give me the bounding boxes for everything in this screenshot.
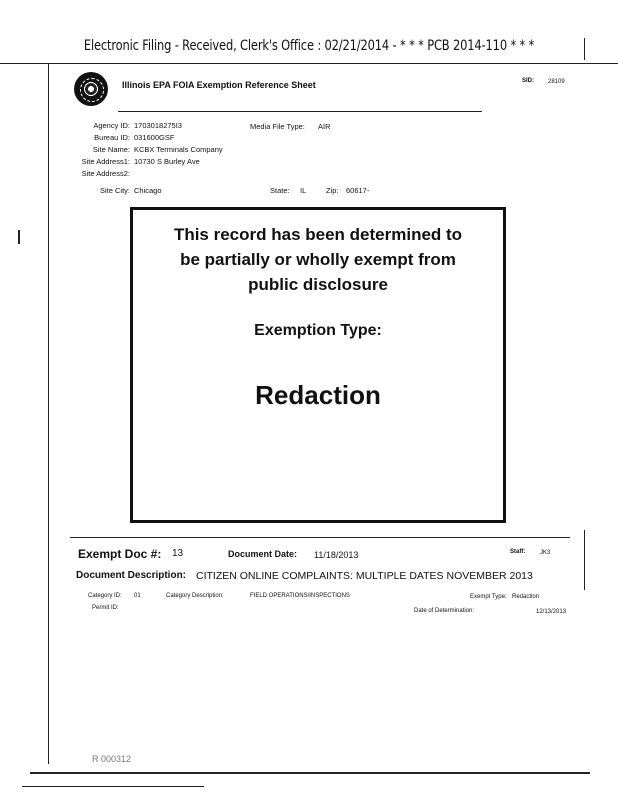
zip-value: 60617- xyxy=(346,186,370,195)
media-type-value: AIR xyxy=(318,122,331,131)
filing-stamp: Electronic Filing - Received, Clerk's Office : 02/21/2014 - * * * PCB 2014-110 * * * xyxy=(83,38,535,54)
exemption-message xyxy=(133,222,503,297)
bureau-id-value: 031600GSF xyxy=(134,133,175,142)
agency-id-value: 1703018275I3 xyxy=(134,121,182,130)
site-name-label: Site Name: xyxy=(92,145,130,154)
bates-number: R 000312 xyxy=(92,754,132,764)
exemption-message-line1: This record has been determined to xyxy=(173,225,463,244)
determination-date-value: 12/13/2013 xyxy=(536,609,567,615)
exempt-doc-label: Exempt Doc #: xyxy=(78,547,162,561)
left-margin-line xyxy=(48,64,49,764)
state-label: State: xyxy=(270,186,290,195)
site-address1-value: 10730 S Burley Ave xyxy=(134,157,200,166)
top-divider xyxy=(0,63,618,64)
exemption-message-line2: be partially or wholly exempt from xyxy=(180,250,456,269)
header-rule xyxy=(118,111,482,112)
document-description-value: CITIZEN ONLINE COMPLAINTS: MULTIPLE DATES NOVEMBER 2013 xyxy=(196,570,533,582)
exemption-message-line3: public disclosure xyxy=(248,275,388,294)
exemption-notice-box xyxy=(130,207,506,523)
sheet-title: Illinois EPA FOIA Exemption Reference Sheet xyxy=(122,80,316,90)
exempt-type-label: Exempt Type: xyxy=(470,594,507,600)
bottom-short-rule xyxy=(22,786,204,787)
category-id-value: 01 xyxy=(134,593,141,599)
left-edge-mark xyxy=(18,230,20,244)
zip-label: Zip: xyxy=(326,186,339,195)
bottom-rule xyxy=(30,772,590,774)
sid-label: SID: xyxy=(522,78,534,84)
category-description-value: FIELD OPERATIONS/INSPECTIONS xyxy=(250,593,350,599)
site-address2-label: Site Address2: xyxy=(81,169,130,178)
agency-id-label: Agency ID: xyxy=(93,121,130,130)
bureau-id-label: Bureau ID: xyxy=(94,133,130,142)
category-description-label: Category Description: xyxy=(166,593,224,599)
document-description-label: Document Description: xyxy=(76,570,187,581)
right-edge-mark-lower xyxy=(584,530,585,590)
illinois-epa-seal xyxy=(74,72,108,106)
document-date-value: 11/18/2013 xyxy=(314,550,359,560)
determination-date-label: Date of Determination: xyxy=(414,608,475,614)
sid-value: 28109 xyxy=(548,79,565,85)
document-rule xyxy=(70,537,570,538)
document-date-label: Document Date: xyxy=(228,549,298,559)
media-type-label: Media File Type: xyxy=(250,122,305,131)
category-id-label: Category ID: xyxy=(88,593,122,599)
state-value: IL xyxy=(300,186,307,195)
site-name-value: KCBX Terminals Company xyxy=(134,145,223,154)
staff-value: JK3 xyxy=(540,550,551,556)
exemption-type-label: Exemption Type: xyxy=(254,322,382,339)
exemption-type-value: Redaction xyxy=(255,380,381,410)
site-city-value: Chicago xyxy=(134,186,162,195)
exempt-type-value: Redaction xyxy=(512,594,540,600)
permit-id-label: Permit ID: xyxy=(92,605,119,611)
staff-label: Staff: xyxy=(510,549,526,555)
right-edge-mark xyxy=(584,38,585,60)
exempt-doc-value: 13 xyxy=(172,548,184,559)
site-address1-label: Site Address1: xyxy=(81,157,130,166)
site-city-label: Site City: xyxy=(99,186,130,195)
